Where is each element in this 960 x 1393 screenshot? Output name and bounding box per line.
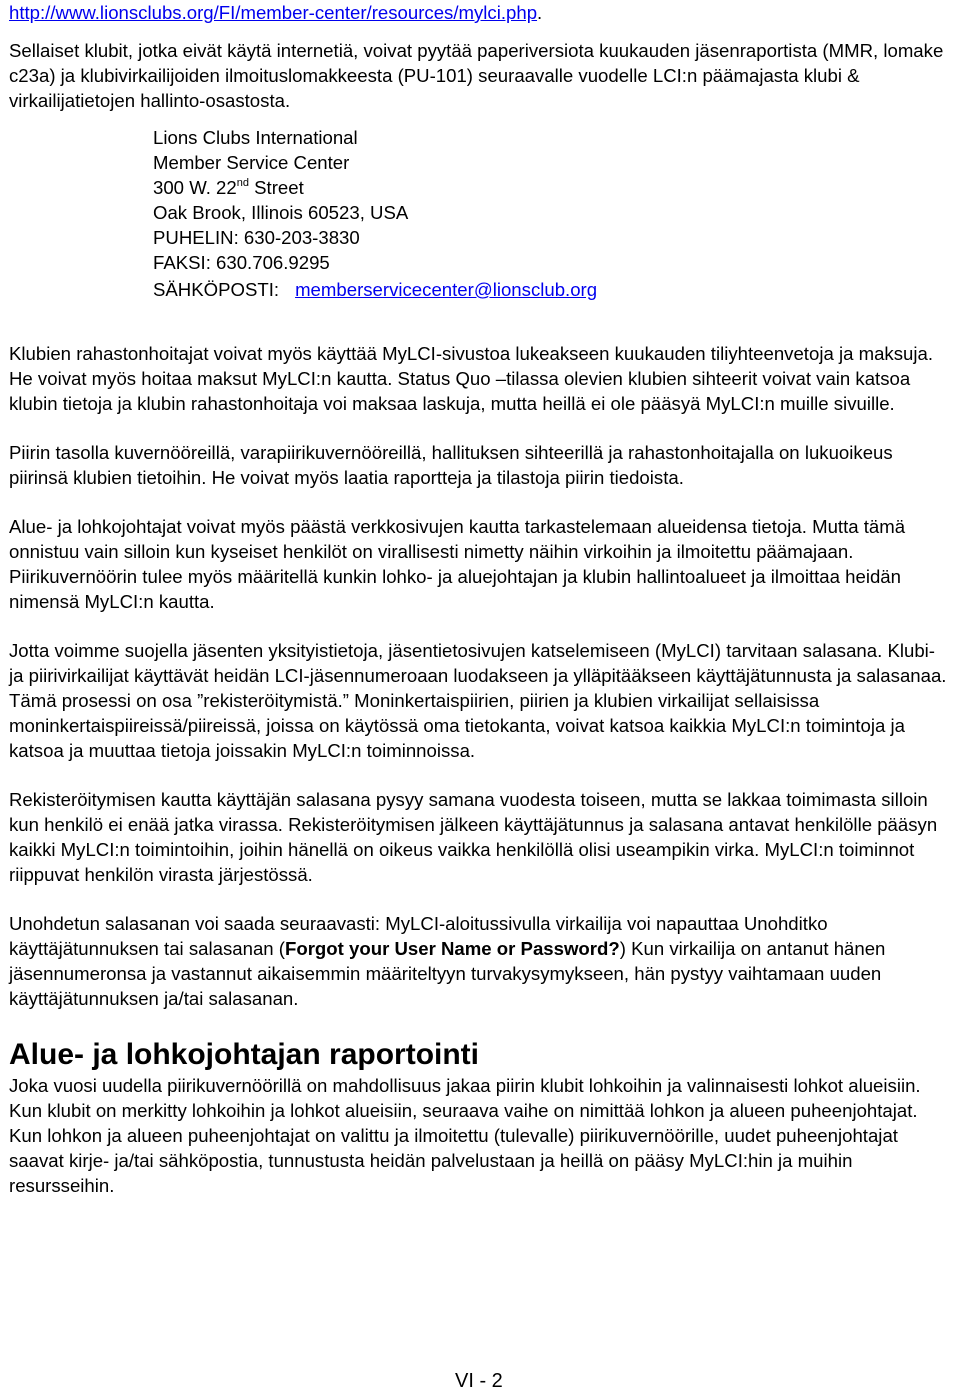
paragraph-zone-region: Alue- ja lohkojohtajat voivat myös päästä verkkosivujen kautta tarkastelemaan alueidensa tietoja. Mutta tämä onnistuu vain silloin kun kyseiset henkilöt on virallisesti nimetty näihin virkoihin ja ilmoitettu päämajaan. Piirikuvernöörin tulee myös määritellä kunkin lohko- ja aluejohtajan ja klubin hallintoalueet ja ilmoittaa heidän nimensä MyLCI:n kautta.: [9, 516, 906, 612]
forgot-text-after: ) Kun virkailija on antanut hänen jäsennumeronsa ja vastannut aikaisemmin määriteltyyn turvakysymykseen, hän pystyy vaihtamaan uuden käyttäjätunnuksen ja/tai salasanan.: [9, 938, 886, 1009]
address-city: Oak Brook, Illinois 60523, USA: [153, 202, 409, 223]
address-street: [153, 175, 954, 200]
mylci-url-link[interactable]: http://www.lionsclubs.org/FI/member-center/resources/mylci.php: [9, 2, 538, 23]
address-block: [153, 125, 954, 302]
address-email-row: [153, 277, 954, 302]
url-trailing-period: .: [537, 2, 543, 23]
email-link[interactable]: memberservicecenter@lionsclub.org: [295, 279, 598, 300]
forgot-link-label: Forgot your User Name or Password?: [284, 938, 620, 959]
paragraph-forgot-password: [9, 911, 954, 1011]
section-heading: Alue- ja lohkojohtajan raportointi: [9, 1038, 480, 1071]
street-suffix: Street: [248, 177, 304, 198]
paragraph-district: Piirin tasolla kuvernööreillä, varapiirikuvernööreillä, hallituksen sihteerillä ja rahastonhoitajalla on lukuoikeus piirinsä klubien tietoihin. He voivat myös laatia raportteja ja tilastoja piirin tiedoista.: [9, 442, 893, 488]
paragraph-privacy: Jotta voimme suojella jäsenten yksityistietoja, jäsentietosivujen katselemiseen (MyLCI) tarvitaan salasana. Klubi- ja piirivirkailijat käyttävät heidän LCI-jäsennumeroaan luodakseen ja ylläpitääkseen käyttäjätunnusta ja salasanaa. Tämä prosessi on osa ”rekisteröitymistä.” Moninkertaispiirien, piirien ja klubien virkailijat sellaisissa moninkertaispiireissä/piireissä, joissa on käytössä oma tietokanta, voivat katsoa kaikkia MyLCI:n toimintoja ja katsoa ja muuttaa tietoja joissakin MyLCI:n toiminnoissa.: [9, 640, 947, 761]
address-fax: FAKSI: 630.706.9295: [153, 252, 330, 273]
paragraph-treasurers: Klubien rahastonhoitajat voivat myös käyttää MyLCI-sivustoa lukeakseen kuukauden tiliyhteenvetoja ja maksuja. He voivat myös hoitaa maksut MyLCI:n kautta. Status Quo –tilassa olevien klubien sihteerit voivat vain katsoa klubin tietoja ja klubin rahastonhoitaja voi maksaa laskuja, mutta heillä ei ole pääsyä MyLCI:n muille sivuille.: [9, 343, 933, 414]
paragraph-registration: Rekisteröitymisen kautta käyttäjän salasana pysyy samana vuodesta toiseen, mutta se lakkaa toimimasta silloin kun henkilö ei enää jatka virassa. Rekisteröitymisen jälkeen käyttäjätunnus ja salasana antavat henkilölle pääsyn kaikki MyLCI:n toimintoihin, joihin hänellä on oikeus vaikka henkilöllä olisi useampikin virka. MyLCI:n toiminnot riippuvat henkilön virasta järjestössä.: [9, 789, 938, 885]
url-line: [9, 0, 954, 26]
street-prefix: 300 W. 22: [153, 177, 237, 198]
address-center: Member Service Center: [153, 152, 350, 173]
page-number: VI - 2: [455, 1370, 503, 1392]
document-page: [9, 0, 954, 1198]
street-ordinal: nd: [236, 177, 249, 189]
section-body: Joka vuosi uudella piirikuvernöörillä on mahdollisuus jakaa piirin klubit lohkoihin ja valinnaisesti lohkot alueisiin. Kun klubit on merkitty lohkoihin ja lohkot alueisiin, seuraava vaihe on nimittää lohkon ja alueen puheenjohtajat. Kun lohkon ja alueen puheenjohtajat on valittu ja ilmoitettu (tulevalle) piirikuvernöörille, uudet puheenjohtajat saavat kirje- ja/tai sähköpostia, tunnustusta heidän palvelustaan ja heillä on pääsy MyLCI:hin ja muihin resursseihin.: [9, 1075, 921, 1196]
address-org: Lions Clubs International: [153, 127, 358, 148]
intro-paragraph: Sellaiset klubit, jotka eivät käytä internetiä, voivat pyytää paperiversiota kuukauden jäsenraportista (MMR, lomake c23a) ja klubivirkailijoiden ilmoituslomakkeesta (PU-101) seuraavalle vuodelle LCI:n päämajasta klubi & virkailijatietojen hallinto-osastosta.: [9, 40, 944, 111]
email-label: SÄHKÖPOSTI:: [153, 279, 280, 300]
address-phone: PUHELIN: 630-203-3830: [153, 227, 360, 248]
forgot-text-before: Unohdetun salasanan voi saada seuraavasti: MyLCI-aloitussivulla virkailija voi napauttaa Unohditko käyttäjätunnuksen tai salasanan (: [9, 913, 828, 959]
